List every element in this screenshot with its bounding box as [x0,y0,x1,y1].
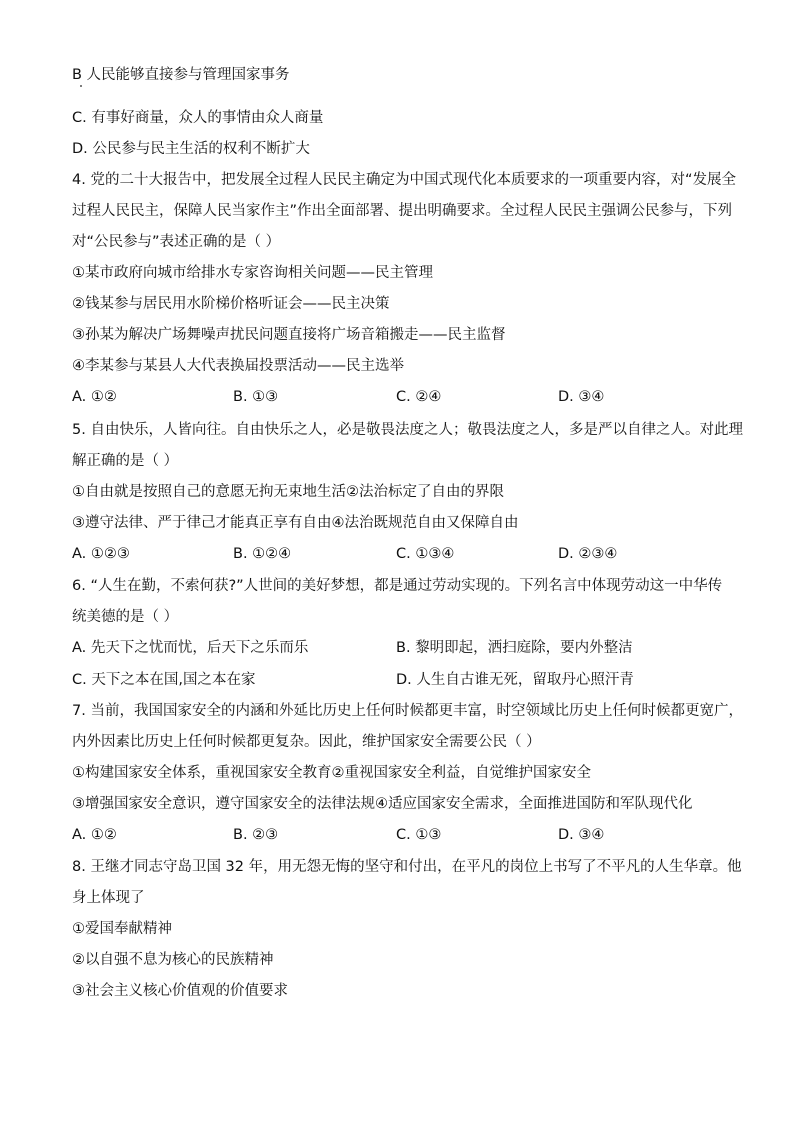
q8-statement-2: ②以自强不息为核心的民族精神 [72,952,274,968]
q4-option-a: A. ①② [72,389,117,405]
q4-option-b: B. ①③ [233,389,279,405]
q8-statement-1: ①爱国奉献精神 [72,921,172,937]
q4-statement-4: ④李某参与某县人大代表换届投票活动——民主选举 [72,358,404,374]
q7-stem-line-2: 内外因素比历史上任何时候都更复杂。因此，维护国家安全需要公民（ ） [72,734,541,750]
q6-option-c: C. 天下之本在国,国之本在家 [72,672,256,688]
q7-statements-1: ①构建国家安全体系，重视国家安全教育②重视国家安全利益，自觉维护国家安全 [72,765,591,781]
q4-stem-line-3: 对“公民参与”表述正确的是（ ） [72,234,281,250]
q5-statements-2: ③遵守法律、严于律己才能真正享有自由④法治既规范自由又保障自由 [72,515,519,531]
q4-stem-line-1: 4. 党的二十大报告中，把发展全过程人民民主确定为中国式现代化本质要求的一项重要内容，对“发展全 [72,172,736,188]
q7-statements-2: ③增强国家安全意识，遵守国家安全的法律法规④适应国家安全需求，全面推进国防和军队现代化 [72,796,693,812]
q7-option-a: A. ①② [72,827,117,843]
q7-option-d: D. ③④ [558,827,605,843]
q8-statement-3: ③社会主义核心价值观的价值要求 [72,983,288,999]
q8-stem-line-2: 身上体现了 [72,890,145,906]
q5-option-c: C. ①③④ [396,546,455,562]
q4-option-d: D. ③④ [558,389,605,405]
q5-stem-line-1: 5. 自由快乐，人皆向往。自由快乐之人，必是敬畏法度之人；敬畏法度之人，多是严以自律之人。对此理 [72,422,743,438]
q3-option-c: C. 有事好商量，众人的事情由众人商量 [72,110,324,126]
q4-stem-line-2: 过程人民民主，保障人民当家作主”作出全面部署、提出明确要求。全过程人民民主强调公民参与，下列 [72,203,733,219]
q5-stem-line-2: 解正确的是（ ） [72,453,179,469]
q7-option-c: C. ①③ [396,827,442,843]
q6-option-d: D. 人生自古谁无死，留取丹心照汗青 [396,672,634,688]
q3-option-d: D. 公民参与民主生活的权利不断扩大 [72,141,310,157]
q8-stem-line-1: 8. 王继才同志守岛卫国 32 年，用无怨无悔的坚守和付出，在平凡的岗位上书写了不平凡的人生华章。他 [72,859,742,875]
q5-option-d: D. ②③④ [558,546,618,562]
stray-mark [80,85,82,87]
q4-statement-2: ②钱某参与居民用水阶梯价格听证会——民主决策 [72,296,390,312]
q3-option-b: B 人民能够直接参与管理国家事务 [72,67,290,83]
q6-stem-line-1: 6. “人生在勤，不索何获?”人世间的美好梦想，都是通过劳动实现的。下列名言中体现劳动这一中华传 [72,578,723,594]
q7-option-b: B. ②③ [233,827,279,843]
q7-stem-line-1: 7. 当前，我国国家安全的内涵和外延比历史上任何时候都更丰富，时空领域比历史上任何时候都更宽广， [72,703,743,719]
q5-option-a: A. ①②③ [72,546,130,562]
q4-statement-3: ③孙某为解决广场舞噪声扰民问题直接将广场音箱搬走——民主监督 [72,327,506,343]
q4-option-c: C. ②④ [396,389,442,405]
q6-option-b: B. 黎明即起，洒扫庭除，要内外整洁 [396,640,633,656]
q5-option-b: B. ①②④ [233,546,292,562]
q6-option-a: A. 先天下之忧而忧，后天下之乐而乐 [72,640,309,656]
q6-stem-line-2: 统美德的是（ ） [72,609,179,625]
q5-statements-1: ①自由就是按照自己的意愿无拘无束地生活②法治标定了自由的界限 [72,484,504,500]
q4-statement-1: ①某市政府向城市给排水专家咨询相关问题——民主管理 [72,265,433,281]
